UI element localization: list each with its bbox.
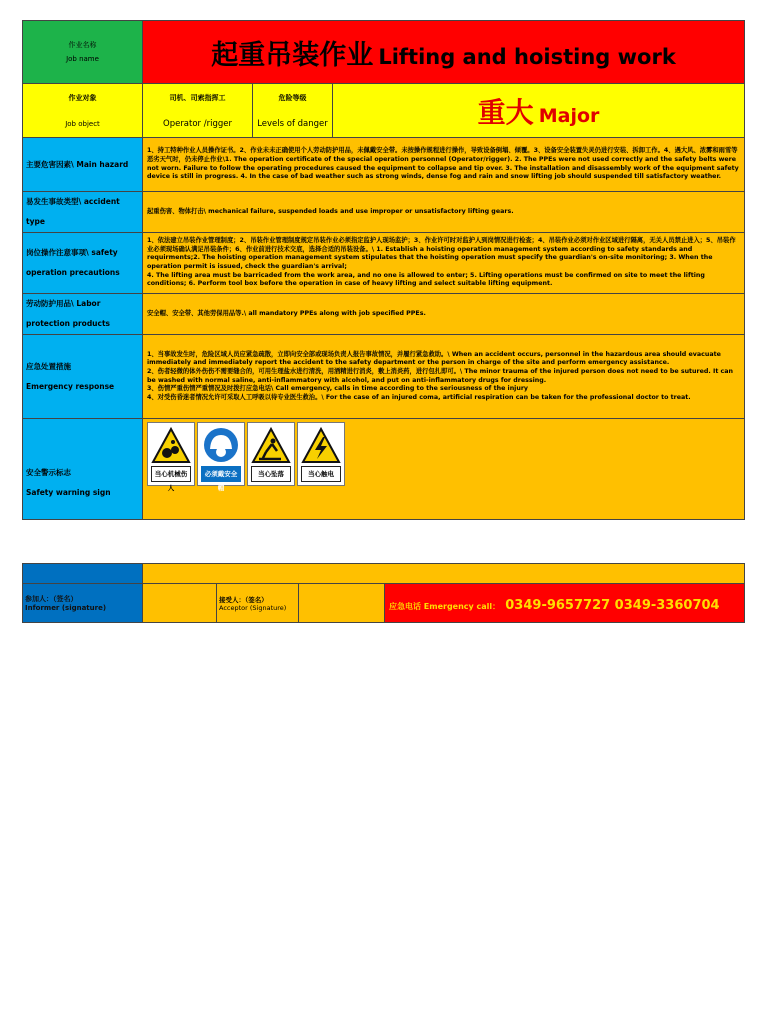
electric-shock-icon [301, 426, 341, 466]
emergency-phones: 0349-9657727 0349-3360704 [505, 597, 720, 613]
job-name-en: Job name [66, 55, 99, 63]
accident-type-label-cell [23, 192, 143, 233]
protection-label-cell [23, 294, 143, 335]
sign-helmet [197, 422, 245, 492]
protection-label-1: 劳动防护用品\ Labor [26, 299, 101, 308]
participant-en: Informer (signature) [25, 604, 107, 612]
warning-label-1: 安全警示标志 [26, 468, 71, 477]
level-en: Major [538, 104, 600, 127]
emergency-text: 1、当事故发生时，危险区域人员应紧急疏散，立即向安全部或现场负责人报告事故情况，并履行紧急救助。\ When an accident occurs, personnel in the hazardous area should evacuate immediately and immediately report the accident to the safety department or the person in charge of the site and perform emergency assistance. 2、伤者轻微的体外伤伤不需要缝合的，可用生理盐水进行清洗，用酒精进行消炎，敷上消炎药，进行包扎即可。\ The minor trauma of the injured person does not need to be sutured. It can be washed with normal saline, anti-inflammatory with alcohol, and put on anti-inflammatory drugs for dressing. 3、伤情严重伤情严重情况及时拨打应急电话\ Call emergency, calls in time according to the seriousness of the injury 4、对受伤昏迷者情况允许可采取人工呼吸以待专业医生救治。\ For the case of an injured coma, artificial respiration can be taken for the professional doctor to treat. [147, 350, 734, 401]
acceptor-en: Acceptor (Signature) [219, 603, 287, 612]
job-title-cell [143, 21, 745, 84]
accident-type-text: 起重伤害、物体打击\ mechanical failure, suspended loads and use improper or unsatisfactory lifting gears. [147, 207, 514, 215]
warning-signs-row [143, 419, 744, 492]
sign-caption-1: 当心机械伤人 [151, 466, 191, 482]
participant-label-cell [23, 584, 143, 623]
acceptor-cn: 接受人：（签名） [219, 595, 268, 604]
danger-level-label-cell [253, 84, 333, 138]
protection-text: 安全帽、安全带、其他劳保用品等.\ all mandatory PPEs along with job specified PPEs. [147, 309, 426, 317]
operator-en: Operator /rigger [163, 118, 232, 129]
emergency-label-2: Emergency response [26, 381, 115, 391]
protection-cell [143, 294, 745, 335]
emergency-label-1: 应急处置措施 [26, 361, 71, 371]
warning-label-cell [23, 419, 143, 520]
precautions-text: 1、依法建立吊装作业管理制度；2、吊装作业管理制度规定吊装作业必须指定监护人现场监护；3、作业许可时对监护人到岗情况进行检查；4、吊装作业必须对作业区域进行隔离，无关人员禁止进入；5、吊装作业必须现场确认满足吊装条件；6、作业前进行技术交底，选择合适的吊装设备。\ 1. Establish a hoisting operation management system according to safety standards and requirments;2. The hoisting operation management system stipulates that the hoisting operation must specify the guardian's on-site monitoring; 3. When the operation permit is issued, check the guardian's arrival; 4. The lifting area must be barricaded from the work area, and no one is allowed to enter; 5. Lifting operations must be confirmed on site to meet the lifting conditions; 6. Perform tool box before the operation in case of heavy lifting and select suitable lifting equipment. [147, 237, 736, 288]
main-hazard-cell [143, 138, 745, 192]
precautions-label-cell [23, 233, 143, 294]
job-object-cn: 作业对象 [68, 93, 97, 102]
acceptor-signature-field[interactable] [299, 584, 385, 623]
sign-electric-shock [297, 422, 345, 486]
emergency-call-cell [385, 584, 745, 623]
precautions-label-1: 岗位操作注意事项\ safety [26, 248, 118, 257]
job-hazard-card [22, 20, 745, 520]
protection-label-2: protection products [26, 319, 111, 328]
main-hazard-label: 主要危害因素\ Main hazard [23, 138, 143, 192]
sign-caption-2: 必须戴安全帽 [201, 466, 241, 482]
title-cn: 起重吊装作业 [211, 39, 374, 71]
job-object-en: Job object [65, 119, 100, 128]
footer-blue-top [23, 564, 143, 584]
signature-table [22, 563, 745, 623]
warning-label-2: Safety warning sign [26, 488, 111, 497]
level-cn: 重大 [477, 95, 534, 129]
accident-type-cell [143, 192, 745, 233]
operator-cn: 司机、司索指挥工 [169, 93, 226, 102]
emergency-label-cell [23, 335, 143, 419]
fall-icon [251, 426, 291, 466]
precautions-cell [143, 233, 745, 294]
sign-caption-3: 当心坠落 [251, 466, 291, 482]
danger-level-cn: 危险等级 [278, 93, 307, 102]
accident-type-label-1: 易发生事故类型\ accident [26, 197, 120, 206]
participant-cn: 参加人：（签名） [25, 595, 78, 603]
main-hazard-text: 1、持工特种作业人员操作证书。2、作业未未正确使用个人劳动防护用品，未佩戴安全带。未按操作规程进行操作，导致设备倒塌、倾覆。3、设备安全装置失灵仍进行安装、拆卸工作。4、遇大风、浓雾和雨雪等恶劣天气时，仍未停止作业\1. The operation certificate of the special operation personnel (Operator/rigger). 2. The PPEs were not used correctly and the safety belts were not worn. Failure to follow the operating procedures caused the equipment to collapse and tip over. 3. The installation and disassembly work of the equipment safety device is still in progress. 4. In the case of bad weather such as strong winds, dense fog and rain and snow lifting job should suspended till satisfactory weather. [147, 147, 739, 181]
footer-orange-top [143, 564, 745, 584]
machine-injury-icon [151, 426, 191, 466]
danger-level-value-cell [333, 84, 745, 138]
emergency-cell [143, 335, 745, 419]
helmet-icon [201, 426, 241, 466]
job-name-cn: 作业名称 [68, 41, 97, 49]
sign-caption-4: 当心触电 [301, 466, 341, 482]
job-object-label-cell [23, 84, 143, 138]
participant-signature-field[interactable] [143, 584, 217, 623]
emergency-call-label: 应急电话 Emergency call： [389, 601, 501, 611]
danger-level-en: Levels of danger [257, 118, 328, 129]
title-en: Lifting and hoisting work [378, 44, 676, 69]
precautions-label-2: operation precautions [26, 268, 120, 277]
operator-cell [143, 84, 253, 138]
job-name-label-cell [23, 21, 143, 84]
sign-machine-injury [147, 422, 195, 492]
acceptor-label-cell [217, 584, 299, 623]
warning-signs-cell [143, 419, 745, 520]
accident-type-label-2: type [26, 217, 45, 226]
sign-fall [247, 422, 295, 486]
